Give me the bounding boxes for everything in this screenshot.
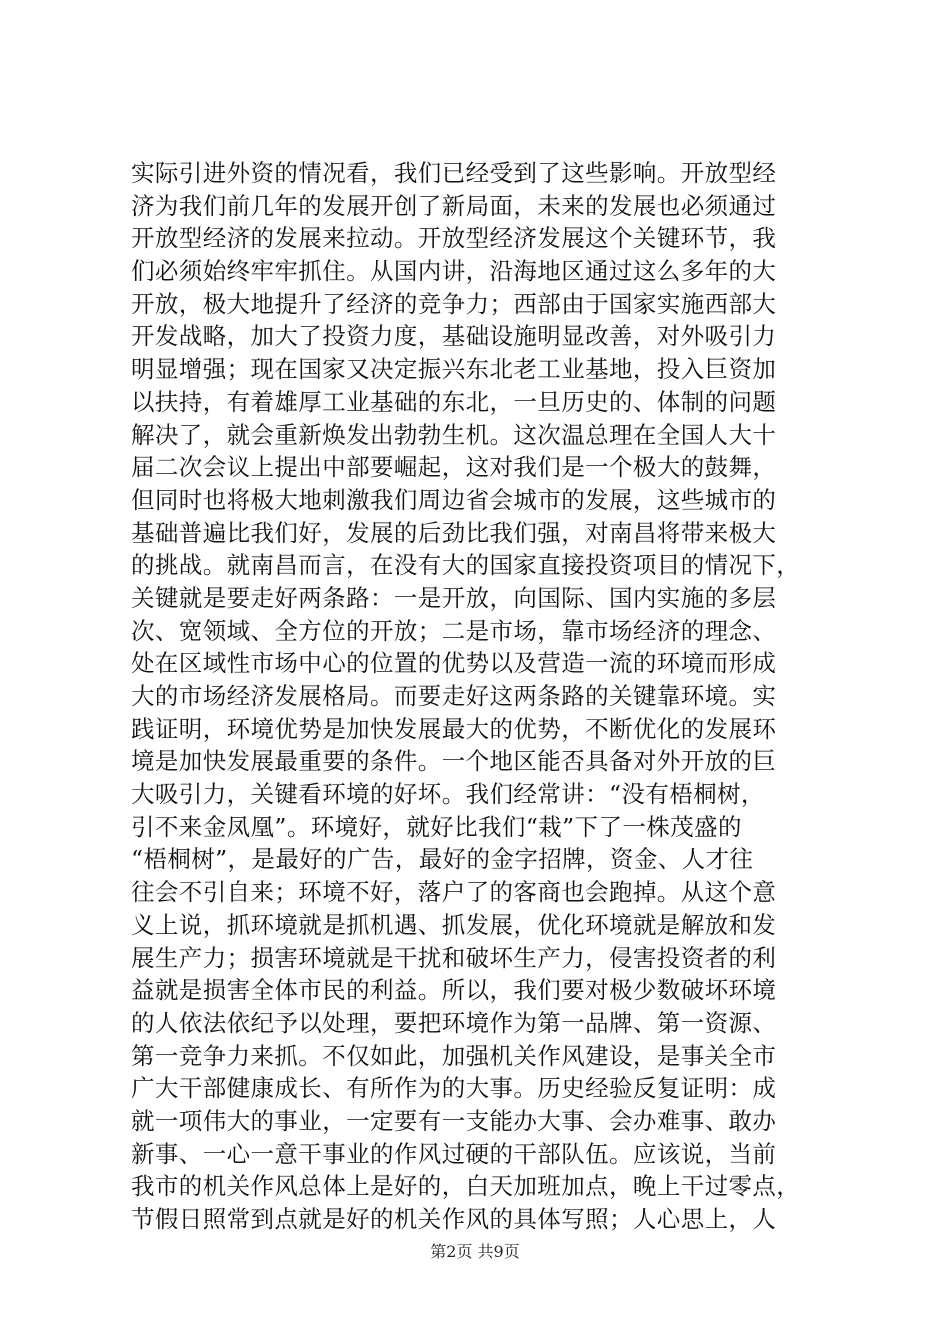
- text-line: 大的市场经济发展格局。而要走好这两条路的关键靠环境。实: [131, 682, 777, 710]
- text-line: 但同时也将极大地刺激我们周边省会城市的发展，这些城市的: [131, 485, 777, 514]
- text-line: 就一项伟大的事业，一定要有一支能办大事、会办难事、敢办: [131, 1106, 777, 1135]
- text-line: 第一竞争力来抓。不仅如此，加强机关作风建设，是事关全市: [131, 1041, 777, 1070]
- page-number-footer: 第2页 共9页: [430, 1242, 520, 1261]
- text-line: 践证明，环境优势是加快发展最大的优势，不断优化的发展环: [131, 714, 777, 743]
- text-line: 开放型经济的发展来拉动。开放型经济发展这个关键环节，我: [131, 224, 777, 253]
- text-line: 基础普遍比我们好，发展的后劲比我们强，对南昌将带来极大: [131, 518, 777, 547]
- text-line: 处在区域性市场中心的位置的优势以及营造一流的环境而形成: [131, 649, 777, 678]
- text-line: 次、宽领域、全方位的开放；二是市场，靠市场经济的理念、: [131, 616, 777, 645]
- text-line: 实际引进外资的情况看，我们已经受到了这些影响。开放型经: [131, 159, 777, 187]
- text-line: 开发战略，加大了投资力度，基础设施明显改善，对外吸引力: [131, 322, 777, 351]
- text-line: 明显增强；现在国家又决定振兴东北老工业基地，投入巨资加: [131, 355, 777, 384]
- text-line: 们必须始终牢牢抓住。从国内讲，沿海地区通过这么多年的大: [131, 257, 777, 286]
- text-line: 开放，极大地提升了经济的竞争力；西部由于国家实施西部大: [131, 289, 777, 318]
- text-line: 境是加快发展最重要的条件。一个地区能否具备对外开放的巨: [131, 747, 777, 776]
- text-line: 义上说，抓环境就是抓机遇、抓发展，优化环境就是解放和发: [131, 910, 777, 939]
- text-line: 展生产力；损害环境就是干扰和破坏生产力，侵害投资者的利: [131, 943, 777, 972]
- text-line: 以扶持，有着雄厚工业基础的东北，一旦历史的、体制的问题: [131, 387, 777, 416]
- body-text: [131, 157, 831, 1236]
- text-line: 广大干部健康成长、有所作为的大事。历史经验反复证明：成: [131, 1074, 777, 1103]
- text-line: “梧桐树”，是最好的广告，最好的金字招牌，资金、人才往: [131, 845, 754, 874]
- text-line: 届二次会议上提出中部要崛起，这对我们是一个极大的鼓舞，: [131, 453, 777, 482]
- text-line: 新事、一心一意干事业的作风过硬的干部队伍。应该说，当前: [131, 1139, 777, 1168]
- text-line: 大吸引力，关键看环境的好坏。我们经常讲：“没有梧桐树，: [131, 780, 765, 809]
- text-line: 解决了，就会重新焕发出勃勃生机。这次温总理在全国人大十: [131, 420, 777, 449]
- text-line: 济为我们前几年的发展开创了新局面，未来的发展也必须通过: [131, 191, 777, 220]
- text-line: 的人依法依纪予以处理，要把环境作为第一品牌、第一资源、: [131, 1008, 777, 1037]
- text-line: 引不来金凤凰”。环境好，就好比我们“栽”下了一株茂盛的: [131, 812, 742, 841]
- text-line: 关键就是要走好两条路：一是开放，向国际、国内实施的多层: [131, 583, 777, 612]
- text-line: 节假日照常到点就是好的机关作风的具体写照；人心思上，人: [131, 1205, 777, 1233]
- text-line: 往会不引自来；环境不好，落户了的客商也会跑掉。从这个意: [131, 878, 777, 907]
- text-line: 我市的机关作风总体上是好的，白天加班加点，晚上干过零点，: [131, 1172, 801, 1201]
- text-line: 的挑战。就南昌而言，在没有大的国家直接投资项目的情况下，: [131, 551, 801, 580]
- text-line: 益就是损害全体市民的利益。所以，我们要对极少数破坏环境: [131, 976, 777, 1005]
